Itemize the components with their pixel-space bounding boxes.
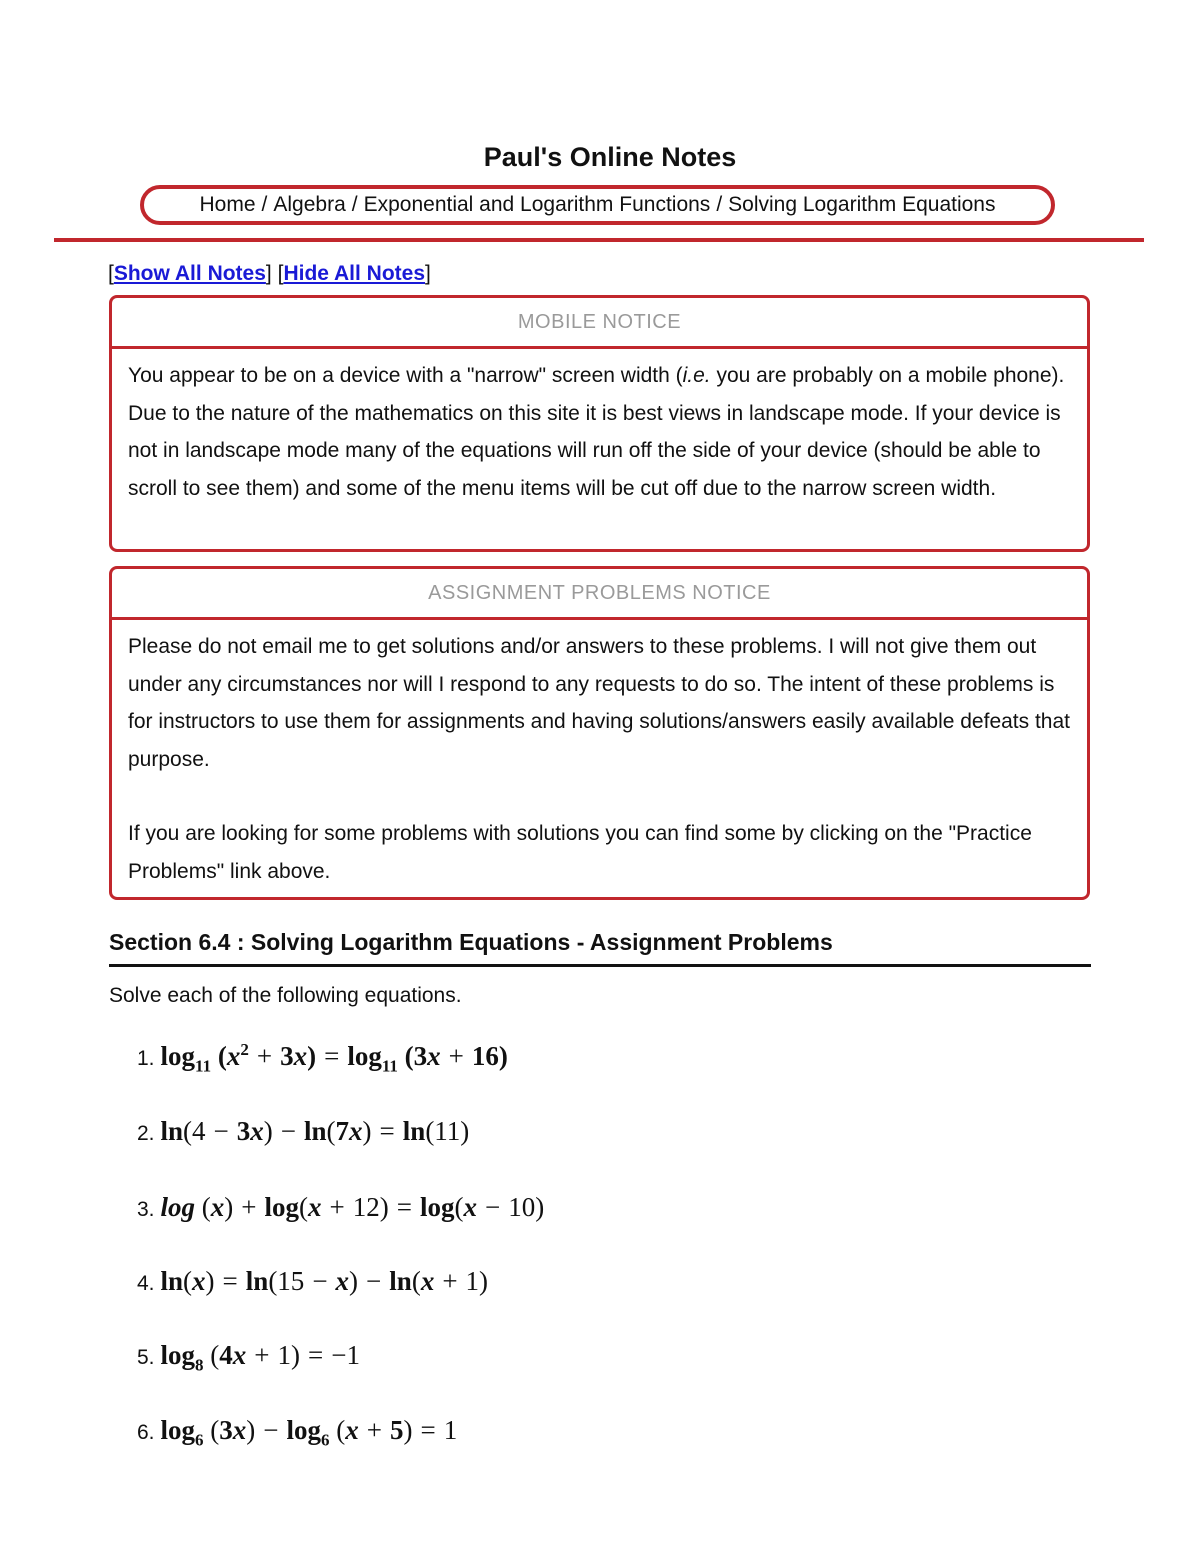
mobile-notice-text-b: you are probably on a mobile phone). Due to the nature of the mathematics on this site it is best views in landscape mode. If your device is not in landscape mode many of the equations will run off the side of your device (should be able to scroll to see them) and some of the menu items will be cut off due to the narrow screen width. [128, 364, 1065, 500]
assignment-notice [109, 566, 1090, 900]
breadcrumb-algebra[interactable]: Algebra [273, 193, 346, 216]
mobile-notice-body [112, 349, 1087, 517]
section-divider [109, 964, 1091, 967]
notes-toggle: [Show All Notes] [Hide All Notes] [108, 262, 431, 285]
assignment-notice-paragraph-2: If you are looking for some problems with solutions you can find some by clicking on the "Practice Problems" link above. [128, 822, 1032, 883]
assignment-notice-body [112, 620, 1087, 901]
problem-number: 2. [137, 1122, 155, 1145]
breadcrumb [140, 185, 1055, 225]
problem-4: 4. ln(x) = ln(15 − x) − ln(x + 1) [137, 1266, 489, 1296]
mobile-notice [109, 295, 1090, 552]
assignment-notice-paragraph-1: Please do not email me to get solutions and/or answers to these problems. I will not give them out under any circumstances nor will I respond to any requests to do so. The intent of these problems is for instructors to use them for assignments and having solutions/answers easily available defeats that purpose. [128, 635, 1070, 771]
problem-number: 5. [137, 1346, 155, 1369]
problem-2: 2. ln(4 − 3x) − ln(7x) = ln(11) [137, 1116, 470, 1146]
mobile-notice-ie: i.e. [682, 364, 711, 387]
problem-number: 4. [137, 1272, 155, 1295]
breadcrumb-separator: / [261, 193, 268, 216]
problem-6: 6. $\log_6 (3x) - \log_6 (x + 5) = 1$ [137, 1415, 458, 1450]
hide-all-notes-link[interactable]: Hide All Notes [283, 262, 426, 285]
section-intro: Solve each of the following equations. [109, 984, 462, 1007]
breadcrumb-separator: / [716, 193, 723, 216]
problem-5: 5. $\log_8 (4x + 1) = -1$ [137, 1340, 360, 1375]
breadcrumb-exponential-logarithm[interactable]: Exponential and Logarithm Functions [363, 193, 711, 216]
problem-number: 1. [137, 1047, 155, 1070]
breadcrumb-separator: / [351, 193, 358, 216]
section-title: Section 6.4 : Solving Logarithm Equations - Assignment Problems [109, 929, 833, 955]
show-all-notes-link[interactable]: Show All Notes [113, 262, 266, 285]
problem-number: 3. [137, 1198, 155, 1221]
assignment-notice-title: ASSIGNMENT PROBLEMS NOTICE [112, 569, 1087, 620]
mobile-notice-title: MOBILE NOTICE [112, 298, 1087, 349]
breadcrumb-current: Solving Logarithm Equations [728, 193, 996, 216]
site-title: Paul's Online Notes [483, 142, 737, 172]
breadcrumb-home[interactable]: Home [199, 193, 256, 216]
header-divider [54, 238, 1144, 242]
problem-number: 6. [137, 1421, 155, 1444]
problem-1: 1. $\log_{11} (x^2 + 3x) = \log_{11} (3x + 16)$ [137, 1040, 508, 1076]
mobile-notice-text-a: You appear to be on a device with a "narrow" screen width ( [128, 364, 683, 387]
problem-3: 3. log (x) + log(x + 12) = log(x − 10) [137, 1192, 545, 1222]
